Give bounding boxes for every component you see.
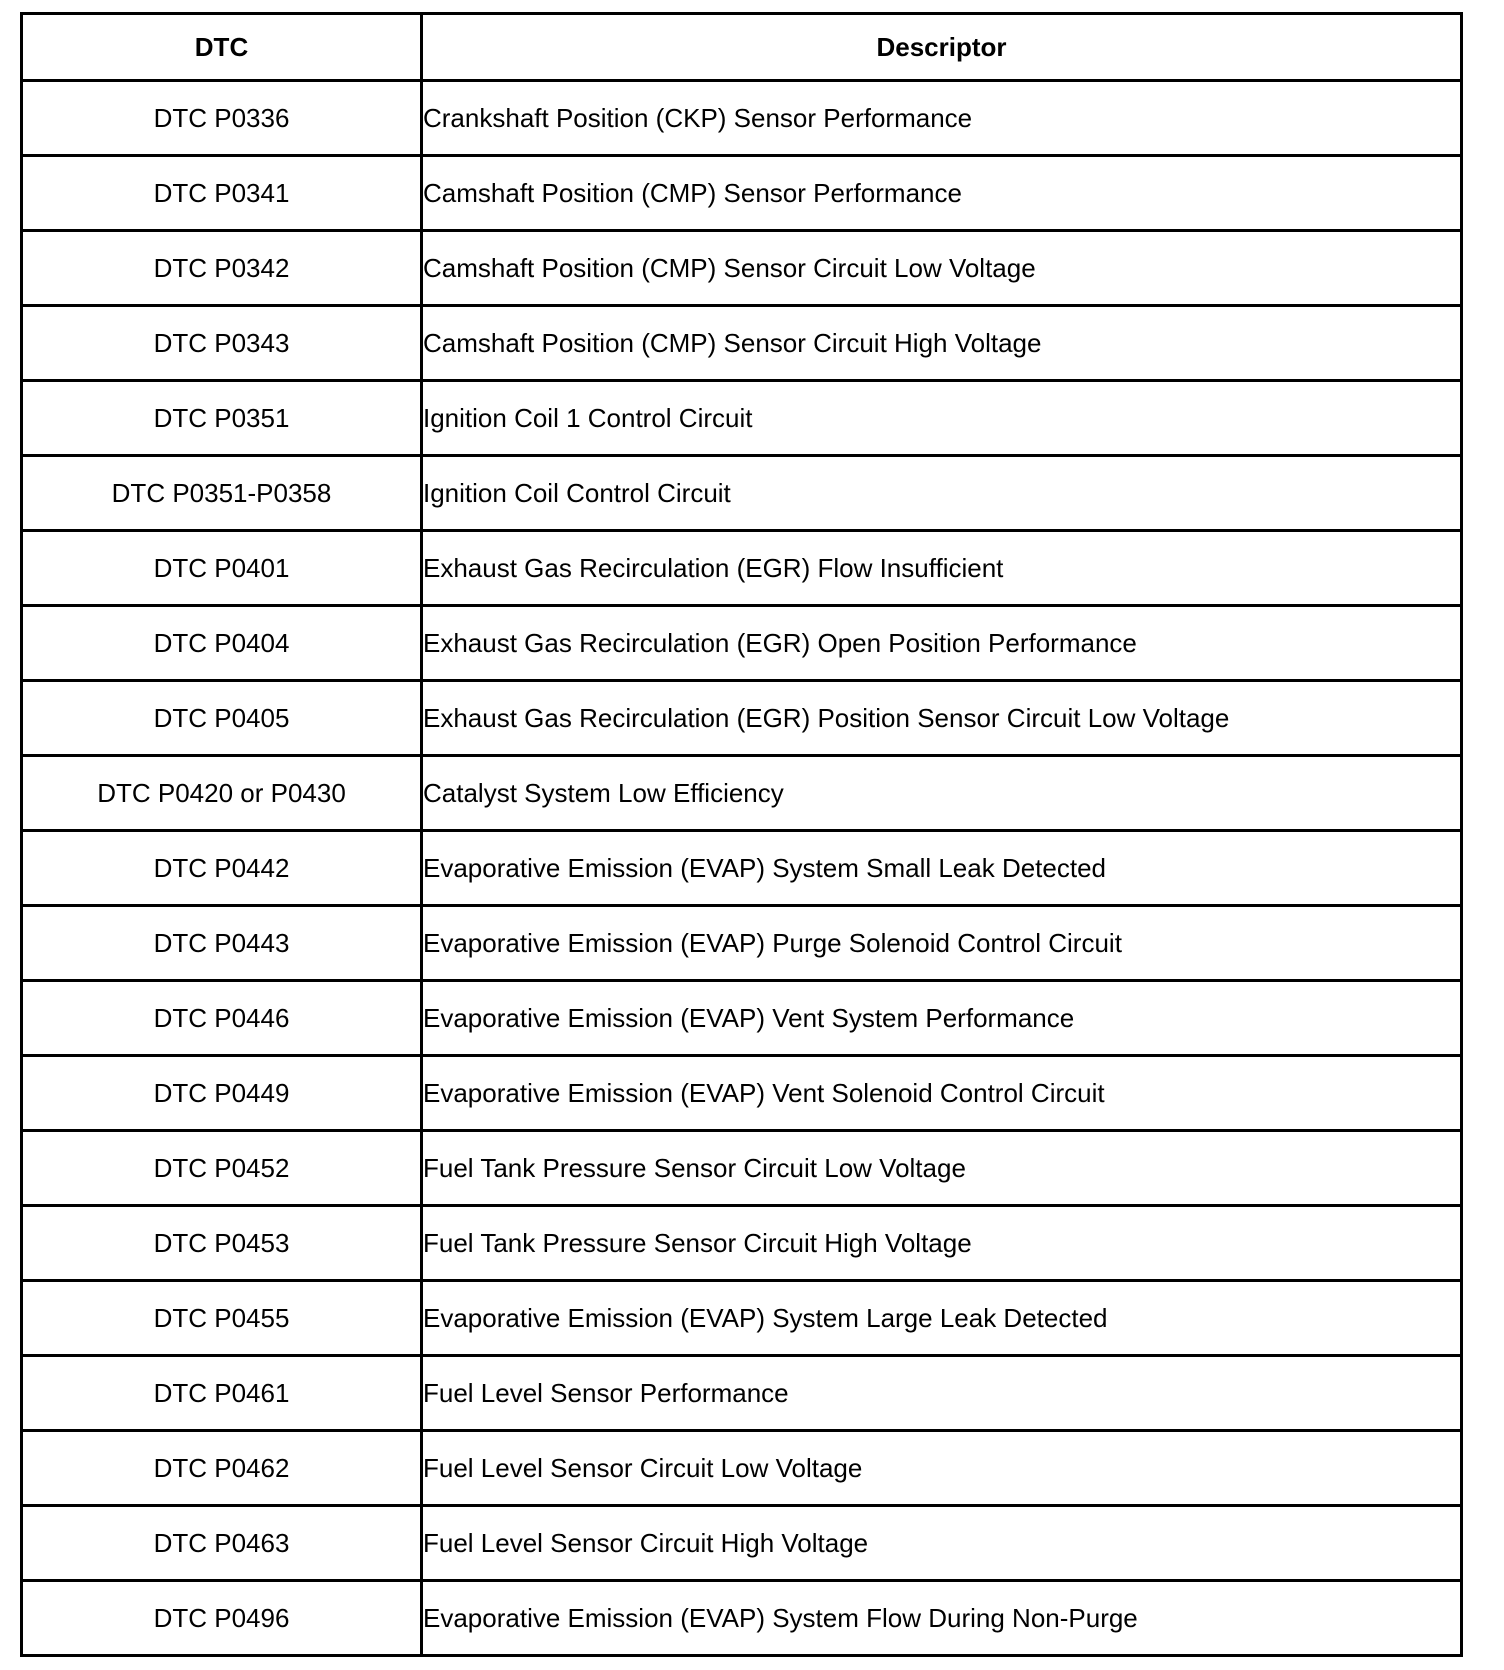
dtc-code-cell: DTC P0453	[22, 1206, 422, 1281]
table-row	[22, 1206, 1462, 1281]
descriptor-cell: Ignition Coil Control Circuit	[422, 456, 1462, 531]
dtc-code-cell: DTC P0351	[22, 381, 422, 456]
table-row	[22, 381, 1462, 456]
dtc-code-cell: DTC P0496	[22, 1581, 422, 1656]
table-row	[22, 606, 1462, 681]
table-row	[22, 906, 1462, 981]
descriptor-cell: Camshaft Position (CMP) Sensor Performance	[422, 156, 1462, 231]
table-row	[22, 456, 1462, 531]
table-row	[22, 306, 1462, 381]
dtc-code-cell: DTC P0443	[22, 906, 422, 981]
descriptor-cell: Crankshaft Position (CKP) Sensor Performance	[422, 81, 1462, 156]
table-row	[22, 81, 1462, 156]
dtc-code-cell: DTC P0442	[22, 831, 422, 906]
dtc-code-cell: DTC P0342	[22, 231, 422, 306]
table-row	[22, 1581, 1462, 1656]
descriptor-cell: Evaporative Emission (EVAP) Purge Solenoid Control Circuit	[422, 906, 1462, 981]
descriptor-cell: Catalyst System Low Efficiency	[422, 756, 1462, 831]
descriptor-cell: Exhaust Gas Recirculation (EGR) Position Sensor Circuit Low Voltage	[422, 681, 1462, 756]
table-row	[22, 156, 1462, 231]
descriptor-cell: Camshaft Position (CMP) Sensor Circuit High Voltage	[422, 306, 1462, 381]
dtc-code-cell: DTC P0462	[22, 1431, 422, 1506]
dtc-code-cell: DTC P0461	[22, 1356, 422, 1431]
descriptor-cell: Evaporative Emission (EVAP) Vent System Performance	[422, 981, 1462, 1056]
table-body	[22, 81, 1462, 1656]
dtc-code-cell: DTC P0404	[22, 606, 422, 681]
table-row	[22, 1356, 1462, 1431]
dtc-code-cell: DTC P0401	[22, 531, 422, 606]
descriptor-cell: Ignition Coil 1 Control Circuit	[422, 381, 1462, 456]
descriptor-cell: Fuel Level Sensor Circuit High Voltage	[422, 1506, 1462, 1581]
table-header-row	[22, 14, 1462, 81]
descriptor-cell: Fuel Tank Pressure Sensor Circuit High Voltage	[422, 1206, 1462, 1281]
descriptor-cell: Exhaust Gas Recirculation (EGR) Open Position Performance	[422, 606, 1462, 681]
descriptor-cell: Evaporative Emission (EVAP) System Small Leak Detected	[422, 831, 1462, 906]
table-row	[22, 981, 1462, 1056]
descriptor-cell: Fuel Level Sensor Performance	[422, 1356, 1462, 1431]
table-row	[22, 1431, 1462, 1506]
dtc-code-cell: DTC P0446	[22, 981, 422, 1056]
table-row	[22, 1056, 1462, 1131]
dtc-code-cell: DTC P0343	[22, 306, 422, 381]
descriptor-column-header: Descriptor	[422, 14, 1462, 81]
table-row	[22, 681, 1462, 756]
table-row	[22, 1506, 1462, 1581]
dtc-column-header: DTC	[22, 14, 422, 81]
table-row	[22, 831, 1462, 906]
descriptor-cell: Exhaust Gas Recirculation (EGR) Flow Insufficient	[422, 531, 1462, 606]
descriptor-cell: Evaporative Emission (EVAP) System Large Leak Detected	[422, 1281, 1462, 1356]
descriptor-cell: Evaporative Emission (EVAP) Vent Solenoid Control Circuit	[422, 1056, 1462, 1131]
dtc-table	[20, 12, 1463, 1657]
dtc-code-cell: DTC P0455	[22, 1281, 422, 1356]
descriptor-cell: Camshaft Position (CMP) Sensor Circuit Low Voltage	[422, 231, 1462, 306]
table-row	[22, 1131, 1462, 1206]
dtc-code-cell: DTC P0420 or P0430	[22, 756, 422, 831]
descriptor-cell: Fuel Tank Pressure Sensor Circuit Low Voltage	[422, 1131, 1462, 1206]
dtc-code-cell: DTC P0351-P0358	[22, 456, 422, 531]
dtc-code-cell: DTC P0452	[22, 1131, 422, 1206]
table-row	[22, 531, 1462, 606]
table-row	[22, 1281, 1462, 1356]
dtc-code-cell: DTC P0463	[22, 1506, 422, 1581]
dtc-code-cell: DTC P0405	[22, 681, 422, 756]
descriptor-cell: Evaporative Emission (EVAP) System Flow During Non-Purge	[422, 1581, 1462, 1656]
descriptor-cell: Fuel Level Sensor Circuit Low Voltage	[422, 1431, 1462, 1506]
dtc-code-cell: DTC P0336	[22, 81, 422, 156]
table-row	[22, 756, 1462, 831]
dtc-code-cell: DTC P0449	[22, 1056, 422, 1131]
dtc-code-cell: DTC P0341	[22, 156, 422, 231]
table-row	[22, 231, 1462, 306]
